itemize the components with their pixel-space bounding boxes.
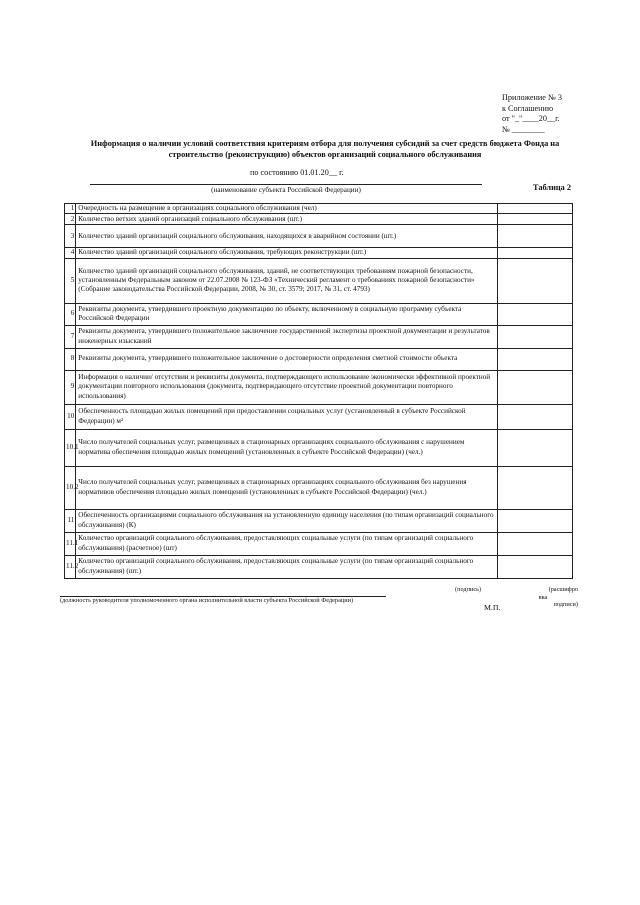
decode-label-1: (расшифро (548, 586, 578, 593)
table-row (65, 555, 573, 578)
row-number: 4 (65, 248, 76, 258)
appendix-header (502, 93, 562, 135)
appendix-agreement: к Соглашению (502, 103, 554, 113)
subject-name-label: (наименование субъекта Российской Федерации) (211, 186, 361, 194)
row-number: 7 (65, 325, 76, 348)
appendix-no: № ________ (502, 124, 545, 134)
subject-name-line (90, 184, 482, 185)
decode-label-3: подписи) (553, 601, 578, 609)
row-value-cell[interactable] (497, 325, 572, 348)
row-description: Обеспеченность площадью жилых помещений при предоставлении социальных услуг (установленный в субъекте Российской Федерации) м² (76, 404, 498, 429)
row-description: Количество зданий организаций социального обслуживания, требующих реконструкции (шт.) (76, 248, 498, 258)
table-row (65, 404, 573, 429)
table-row (65, 466, 573, 509)
row-number: 10 (65, 404, 76, 429)
as-of-date: по состоянию 01.01.20__ г. (250, 168, 344, 177)
row-value-cell[interactable] (497, 404, 572, 429)
row-value-cell[interactable] (497, 303, 572, 325)
row-description: Количество организаций социального обслуживания, предоставляющих социальные услуги (по типам организаций социального обслуживания) (расчетное) (шт) (76, 532, 498, 555)
seal-label: М.П. (484, 603, 501, 612)
row-description: Число получателей социальных услуг, размещенных в стационарных организациях социального обслуживания с нарушением норматива обеспечения площадью жилых помещений (установленных в субъекте Российской Федерации) (чел.) (76, 429, 498, 466)
row-number: 10.2 (65, 466, 76, 509)
row-value-cell[interactable] (497, 429, 572, 466)
row-description: Обеспеченность организациями социального обслуживания на установленную единицу населения (по типам организаций социального обслуживания) (К) (76, 509, 498, 532)
table-row (65, 348, 573, 370)
row-description: Информация о наличии/ отсутствии и реквизиты документа, подтверждающего использование экономически эффективной проектной документации повторного использования (документа, подтверждающего отсутствие проектной документации повторного использования) (76, 370, 498, 404)
row-number: 2 (65, 214, 76, 225)
row-description: Количество зданий организаций социального обслуживания, находящихся в аварийном состоянии (шт.) (76, 225, 498, 248)
row-number: 5 (65, 258, 76, 303)
table-row (65, 204, 573, 214)
row-number: 1 (65, 204, 76, 214)
table-row (65, 370, 573, 404)
row-description: Реквизиты документа, утвердившего положительное заключение государственной экспертизы проектной документации и результатов инженерных изысканий (76, 325, 498, 348)
row-number: 11.1 (65, 532, 76, 555)
row-value-cell[interactable] (497, 532, 572, 555)
row-value-cell[interactable] (497, 204, 572, 214)
row-description: Количество организаций социального обслуживания, предоставляющих социальные услуги (по типам организаций социального обслуживания) (шт.) (76, 555, 498, 578)
decode-label-2: вка (538, 593, 548, 601)
row-number: 9 (65, 370, 76, 404)
appendix-number: Приложение № 3 (502, 93, 562, 102)
row-number: 8 (65, 348, 76, 370)
criteria-table (64, 203, 573, 579)
row-value-cell[interactable] (497, 225, 572, 248)
row-number: 10.1 (65, 429, 76, 466)
row-value-cell[interactable] (497, 248, 572, 258)
table-row (65, 248, 573, 258)
row-description: Число получателей социальных услуг, размещенных в стационарных организациях социального обслуживания без нарушения нормативов обеспечения площадью жилых помещений (установленных в субъекте Российской Федерации) (чел.) (76, 466, 498, 509)
table-row (65, 532, 573, 555)
row-number: 3 (65, 225, 76, 248)
row-value-cell[interactable] (497, 509, 572, 532)
table-row (65, 325, 573, 348)
table-row (65, 214, 573, 225)
row-description: Реквизиты документа, утвердившего проектную документацию по объекту, включенному в социальную программу субъекта Российской Федерации (76, 303, 498, 325)
row-number: 6 (65, 303, 76, 325)
row-value-cell[interactable] (497, 258, 572, 303)
decode-label (508, 586, 578, 609)
row-value-cell[interactable] (497, 214, 572, 225)
table-row (65, 429, 573, 466)
row-value-cell[interactable] (497, 370, 572, 404)
appendix-date: от "_"____20__г. (502, 114, 560, 123)
table-row (65, 509, 573, 532)
row-description: Количество ветхих зданий организаций социального обслуживания (шт.) (76, 214, 498, 225)
table-label: Таблица 2 (533, 183, 572, 192)
row-description: Количество зданий организаций социального обслуживания, зданий, не соответствующих требованиям пожарной безопасности, установленным Федеральным законом от 22.07.2008 № 123-ФЗ «Технический регламент о требованиях пожарной безопасности» (Собрание законодательства Российской Федерации, 2008, № 30, ст. 3579; 2017, № 31, ст. 4793) (76, 258, 498, 303)
row-description: Очередность на размещение в организациях социального обслуживания (чел) (76, 204, 498, 214)
row-value-cell[interactable] (497, 466, 572, 509)
document-title: Информация о наличии условий соответствия критериям отбора для получения субсидий за счет средств бюджета Фонда на строительство (реконструкцию) объектов организаций социального обслуживания (90, 139, 560, 159)
table-row (65, 303, 573, 325)
row-value-cell[interactable] (497, 555, 572, 578)
table-row (65, 258, 573, 303)
official-position-label: (должность руководителя уполномоченного органа исполнительной власти субъекта Российской Федерации) (60, 597, 354, 604)
sign-label: (подпись) (455, 586, 482, 593)
row-value-cell[interactable] (497, 348, 572, 370)
table-row (65, 225, 573, 248)
row-description: Реквизиты документа, утвердившего положительное заключение о достоверности определения сметной стоимости объекта (76, 348, 498, 370)
row-number: 11.2 (65, 555, 76, 578)
row-number: 11 (65, 509, 76, 532)
